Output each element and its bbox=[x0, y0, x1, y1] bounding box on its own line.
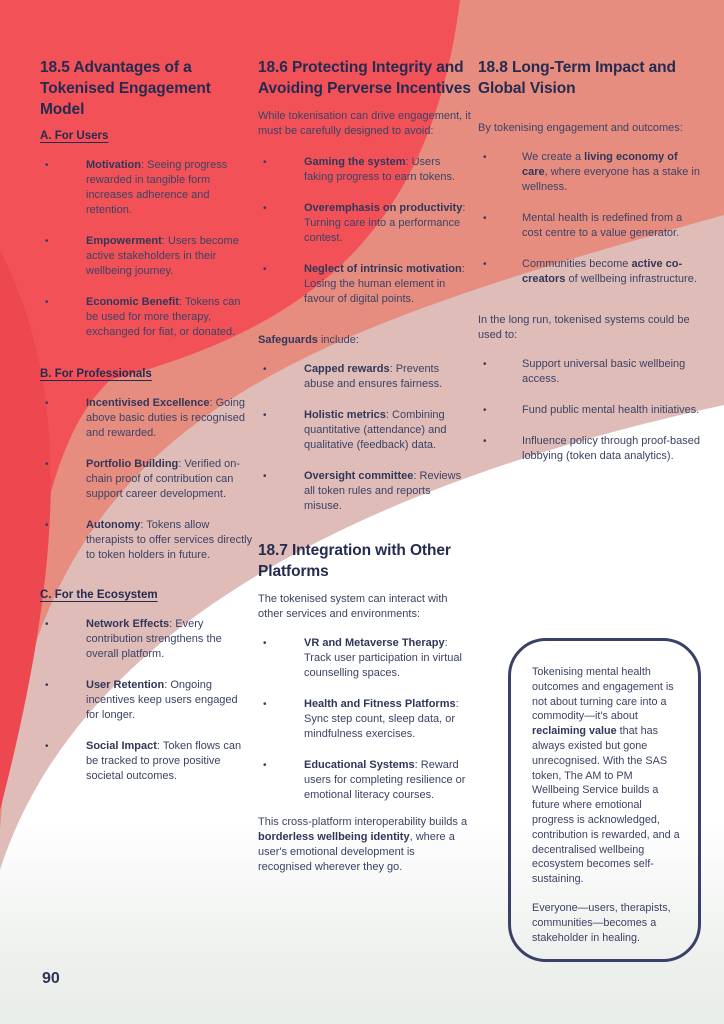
bullet-icon bbox=[258, 408, 304, 453]
bullet-icon bbox=[40, 518, 86, 563]
list-item bbox=[40, 678, 253, 723]
list-item bbox=[40, 295, 253, 340]
column-18-5 bbox=[40, 57, 253, 784]
list-item bbox=[258, 758, 471, 803]
list-item bbox=[258, 697, 471, 742]
bullet-term: Holistic metrics bbox=[304, 409, 386, 421]
bullet-icon bbox=[258, 636, 304, 681]
bullet-icon bbox=[40, 678, 86, 723]
bullet-icon bbox=[258, 262, 304, 307]
list-platforms bbox=[258, 636, 471, 803]
intro-18-6: While tokenisation can drive engagement, it must be carefully designed to avoid: bbox=[258, 110, 471, 137]
bullet-text: : Combining quantitative (attendance) and qualitative (feedback) data. bbox=[304, 409, 447, 451]
bullet-term: Neglect of intrinsic motivation bbox=[304, 263, 462, 275]
bullet-term: Autonomy bbox=[86, 519, 141, 531]
list-item bbox=[478, 357, 704, 387]
bullet-text: : Ongoing incentives keep users engaged for longer. bbox=[86, 679, 238, 721]
list-item bbox=[258, 155, 471, 185]
list-longrun bbox=[478, 357, 704, 464]
column-18-8 bbox=[478, 57, 704, 464]
list-item bbox=[40, 617, 253, 662]
bullet-text: Influence policy through proof-based lobbying (token data analytics). bbox=[522, 435, 700, 462]
heading-18-5: 18.5 Advantages of a Tokenised Engagement Model bbox=[40, 59, 211, 118]
bullet-icon bbox=[40, 739, 86, 784]
intro-18-8: By tokenising engagement and outcomes: bbox=[478, 122, 683, 134]
safeguards-lead: Safeguards include: bbox=[258, 334, 359, 346]
bullet-icon bbox=[478, 357, 522, 387]
list-item bbox=[40, 739, 253, 784]
bullet-text: : Turning care into a performance contest. bbox=[304, 202, 466, 244]
bullet-term: Social Impact bbox=[86, 740, 157, 752]
section-title-b: B. For Professionals bbox=[40, 368, 152, 380]
list-for-users bbox=[40, 158, 253, 340]
page-number: 90 bbox=[42, 970, 60, 987]
longrun-intro: In the long run, tokenised systems could be used to: bbox=[478, 314, 690, 341]
bullet-text: : Users become active stakeholders in their wellbeing journey. bbox=[86, 235, 239, 277]
list-item bbox=[258, 408, 471, 453]
bullet-text: Support universal basic wellbeing access. bbox=[522, 358, 686, 385]
list-item bbox=[258, 262, 471, 307]
bullet-text: : Verified on-chain proof of contribution can support career development. bbox=[86, 458, 241, 500]
bullet-term: Portfolio Building bbox=[86, 458, 179, 470]
bullet-icon bbox=[258, 697, 304, 742]
callout-paragraph-1: Tokenising mental health outcomes and engagement is not about turning care into a commodity—it's about reclaiming value that has always existed but gone unrecognised. With the SAS token, The AM to PM Wellbeing Service builds a future where emotional progress is acknowledged, contribution is rewarded, and a decentralised wellbeing ecosystem becomes self-sustaining. bbox=[532, 666, 680, 886]
bullet-term: Gaming the system bbox=[304, 156, 406, 168]
bullet-term: Educational Systems bbox=[304, 759, 415, 771]
outro-18-7: This cross-platform interoperability builds a borderless wellbeing identity, where a user's emotional development is recognised wherever they go. bbox=[258, 816, 468, 873]
list-safeguards bbox=[258, 362, 471, 514]
bullet-icon bbox=[40, 158, 86, 218]
bullet-text: : Users faking progress to earn tokens. bbox=[304, 156, 456, 183]
list-item bbox=[40, 518, 253, 563]
bullet-text: : Track user participation in virtual counselling spaces. bbox=[304, 637, 462, 679]
list-item bbox=[478, 403, 704, 418]
bullet-icon bbox=[478, 150, 522, 195]
bullet-text: : Reviews all token rules and reports misuse. bbox=[304, 470, 462, 512]
heading-18-6: 18.6 Protecting Integrity and Avoiding Perverse Incentives bbox=[258, 59, 471, 97]
list-for-professionals bbox=[40, 396, 253, 563]
list-vision bbox=[478, 150, 704, 287]
bullet-text: : Tokens can be used for more therapy, exchanged for fiat, or donated. bbox=[86, 296, 241, 338]
bullet-icon bbox=[258, 469, 304, 514]
bullet-icon bbox=[478, 403, 522, 418]
list-item bbox=[40, 158, 253, 218]
bullet-icon bbox=[40, 396, 86, 441]
bullet-text: : Tokens allow therapists to offer services directly to token holders in future. bbox=[86, 519, 253, 561]
bullet-term: Economic Benefit bbox=[86, 296, 179, 308]
bullet-term: User Retention bbox=[86, 679, 165, 691]
section-title-a: A. For Users bbox=[40, 130, 109, 142]
bullet-icon bbox=[258, 362, 304, 392]
bullet-icon bbox=[40, 234, 86, 279]
bullet-text: : Prevents abuse and ensures fairness. bbox=[304, 363, 443, 390]
bullet-icon bbox=[478, 434, 522, 464]
bullet-text: Fund public mental health initiatives. bbox=[522, 404, 700, 416]
heading-18-8: 18.8 Long-Term Impact and Global Vision bbox=[478, 59, 676, 97]
bullet-text: : Sync step count, sleep data, or mindfulness exercises. bbox=[304, 698, 459, 740]
list-item: • Communities become active co-creators of wellbeing infrastructure. bbox=[478, 257, 704, 287]
list-item bbox=[258, 362, 471, 392]
bullet-icon bbox=[478, 257, 522, 287]
bullet-term: Overemphasis on productivity bbox=[304, 202, 463, 214]
list-item bbox=[258, 201, 471, 246]
list-avoid bbox=[258, 155, 471, 307]
bullet-icon bbox=[40, 457, 86, 502]
bullet-text: : Seeing progress rewarded in tangible form increases adherence and retention. bbox=[86, 159, 228, 216]
list-item: • We create a living economy of care, where everyone has a stake in wellness. bbox=[478, 150, 704, 195]
bullet-text: : Every contribution strengthens the overall platform. bbox=[86, 618, 222, 660]
bullet-term: Network Effects bbox=[86, 618, 170, 630]
bullet-text: : Reward users for completing resilience or emotional literacy courses. bbox=[304, 759, 466, 801]
intro-18-7: The tokenised system can interact with other services and environments: bbox=[258, 593, 448, 620]
list-item bbox=[40, 234, 253, 279]
bullet-icon bbox=[258, 201, 304, 246]
column-18-6-18-7 bbox=[258, 57, 471, 875]
heading-18-7: 18.7 Integration with Other Platforms bbox=[258, 542, 451, 580]
bullet-text: : Going above basic duties is recognised and rewarded. bbox=[86, 397, 245, 439]
list-item bbox=[478, 434, 704, 464]
bullet-icon bbox=[478, 211, 522, 241]
bullet-icon bbox=[40, 617, 86, 662]
bullet-term: Motivation bbox=[86, 159, 141, 171]
list-item bbox=[40, 457, 253, 502]
callout-box bbox=[508, 638, 701, 962]
bullet-icon bbox=[258, 155, 304, 185]
bullet-term: Incentivised Excellence bbox=[86, 397, 210, 409]
bullet-term: Capped rewards bbox=[304, 363, 390, 375]
bullet-text: : Token flows can be tracked to prove positive societal outcomes. bbox=[86, 740, 242, 782]
bullet-icon bbox=[40, 295, 86, 340]
bullet-text: : Losing the human element in favour of digital points. bbox=[304, 263, 465, 305]
bullet-term: Oversight committee bbox=[304, 470, 414, 482]
list-item bbox=[40, 396, 253, 441]
list-for-ecosystem bbox=[40, 617, 253, 784]
list-item bbox=[258, 469, 471, 514]
section-title-c: C. For the Ecosystem bbox=[40, 589, 158, 601]
callout-paragraph-2: Everyone—users, therapists, communities—becomes a stakeholder in healing. bbox=[532, 901, 671, 944]
bullet-term: VR and Metaverse Therapy bbox=[304, 637, 445, 649]
list-item: • Mental health is redefined from a cost centre to a value generator. bbox=[478, 211, 704, 241]
bullet-term: Empowerment bbox=[86, 235, 162, 247]
bullet-icon bbox=[258, 758, 304, 803]
list-item bbox=[258, 636, 471, 681]
bullet-term: Health and Fitness Platforms bbox=[304, 698, 456, 710]
